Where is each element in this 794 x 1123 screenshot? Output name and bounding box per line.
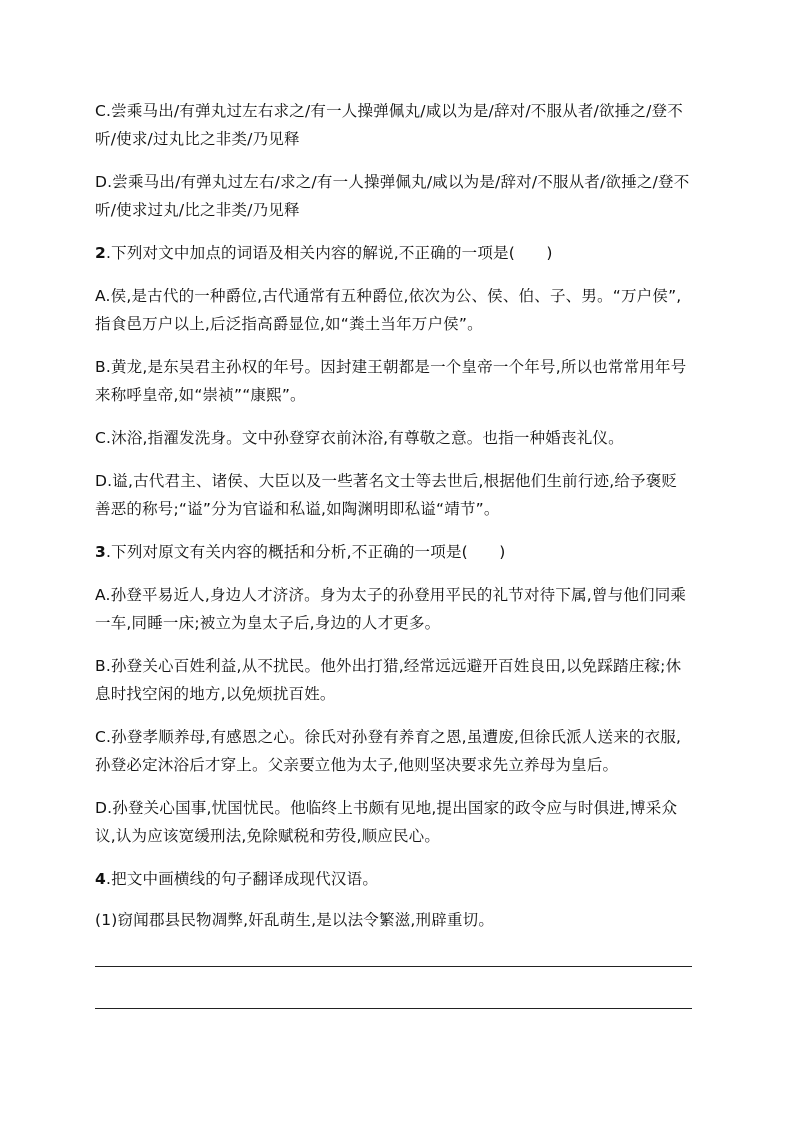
question-3-stem: [95, 538, 695, 566]
question-4-sub-1: [95, 906, 695, 934]
q2-option-a: [95, 282, 695, 338]
question-number: 2: [95, 244, 106, 262]
text-line: B.孙登关心百姓利益,从不扰民。他外出打猎,经常远远避开百姓良田,以免踩踏庄稼;休: [95, 657, 682, 675]
text-line: D.孙登关心国事,忧国忧民。他临终上书颇有见地,提出国家的政令应与时俱进,博采众: [95, 799, 678, 817]
text-line: 善恶的称号;“谥”分为官谥和私谥,如陶渊明即私谥“靖节”。: [95, 500, 500, 518]
q3-option-b: [95, 652, 695, 708]
question-number: 3: [95, 543, 106, 561]
text-line: 指食邑万户以上,后泛指高爵显位,如“粪土当年万户侯”。: [95, 315, 483, 333]
q1-option-d: [95, 168, 695, 224]
question-text: .把文中画横线的句子翻译成现代汉语。: [106, 870, 379, 888]
question-text: .下列对文中加点的词语及相关内容的解说,不正确的一项是( ): [106, 244, 553, 262]
q3-option-d: [95, 794, 695, 850]
text-line: 听/使求过丸/比之非类/乃见释: [95, 201, 300, 219]
text-line: D.谥,古代君主、诸侯、大臣以及一些著名文士等去世后,根据他们生前行迹,给予褒贬: [95, 472, 678, 490]
question-4-stem: [95, 865, 695, 893]
text-line: (1)窃闻郡县民物凋弊,奸乱萌生,是以法令繁滋,刑辟重切。: [95, 911, 495, 929]
text-line: 议,认为应该宽缓刑法,免除赋税和劳役,顺应民心。: [95, 827, 441, 845]
text-line: C.尝乘马出/有弹丸过左右求之/有一人操弹佩丸/咸以为是/辞对/不服从者/欲捶之/登不: [95, 102, 683, 120]
q1-option-c: [95, 97, 695, 153]
text-line: 来称呼皇帝,如“崇祯”“康熙”。: [95, 386, 306, 404]
text-line: 孙登必定沐浴后才穿上。父亲要立他为太子,他则坚决要求先立养母为皇后。: [95, 756, 619, 774]
text-line: A.侯,是古代的一种爵位,古代通常有五种爵位,依次为公、侯、伯、子、男。“万户侯”,: [95, 287, 682, 305]
q3-option-a: [95, 581, 695, 637]
text-line: D.尝乘马出/有弹丸过左右/求之/有一人操弹佩丸/咸以为是/辞对/不服从者/欲捶之/登不: [95, 173, 690, 191]
text-line: 听/使求/过丸比之非类/乃见释: [95, 130, 300, 148]
question-number: 4: [95, 870, 106, 888]
question-2-stem: [95, 239, 695, 267]
text-line: C.孙登孝顺养母,有感恩之心。徐氏对孙登有养育之恩,虽遭废,但徐氏派人送来的衣服,: [95, 728, 682, 746]
text-line: 息时找空闲的地方,以免烦扰百姓。: [95, 685, 336, 703]
q3-option-c: [95, 723, 695, 779]
q2-option-c: [95, 424, 695, 452]
text-line: 一车,同睡一床;被立为皇太子后,身边的人才更多。: [95, 614, 441, 632]
answer-line: [95, 1008, 692, 1009]
text-line: B.黄龙,是东吴君主孙权的年号。因封建王朝都是一个皇帝一个年号,所以也常常用年号: [95, 358, 687, 376]
text-line: A.孙登平易近人,身边人才济济。身为太子的孙登用平民的礼节对待下属,曾与他们同乘: [95, 586, 687, 604]
question-text: .下列对原文有关内容的概括和分析,不正确的一项是( ): [106, 543, 506, 561]
answer-line: [95, 966, 692, 967]
q2-option-b: [95, 353, 695, 409]
text-line: C.沐浴,指濯发洗身。文中孙登穿衣前沐浴,有尊敬之意。也指一种婚丧礼仪。: [95, 429, 624, 447]
q2-option-d: [95, 467, 695, 523]
